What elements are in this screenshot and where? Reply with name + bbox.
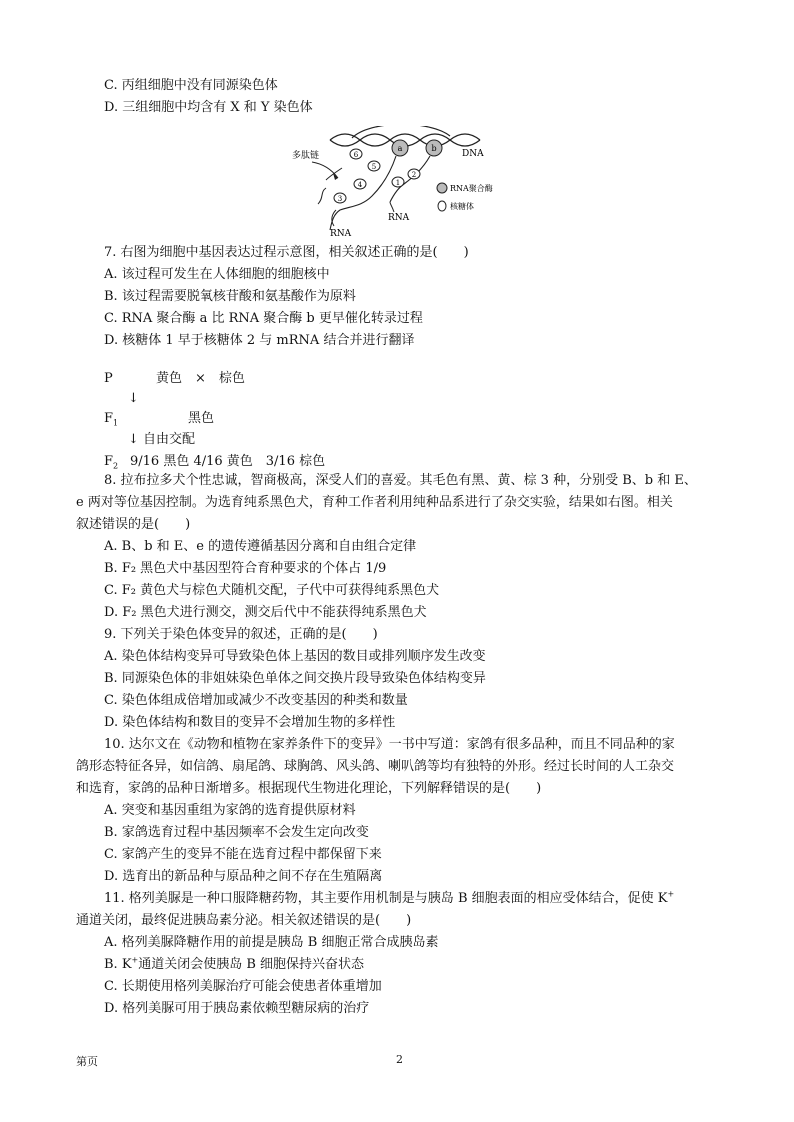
- q9-option-a: A. 染色体结构变异可导致染色体上基因的数目或排列顺序发生改变: [104, 649, 486, 664]
- ribosome-1-label: 1: [395, 179, 401, 187]
- q8-option-d: D. F₂ 黑色犬进行测交，测交后代中不能获得纯系黑色犬: [104, 605, 427, 620]
- q8-line-1: 8. 拉布拉多犬个性忠诚，智商极高，深受人们的喜爱。其毛色有黑、黄、棕 3 种，分别受 B、b 和 E、: [104, 473, 697, 488]
- q8-line-3: 叙述错误的是( ): [76, 517, 191, 532]
- ribosome-5: [368, 161, 380, 171]
- ribosome-2: [408, 169, 420, 179]
- q10-option-c: C. 家鸽产生的变异不能在选育过程中都保留下来: [104, 847, 382, 862]
- q9-option-c: C. 染色体组成倍增加或减少不改变基因的种类和数量: [104, 693, 408, 708]
- q11-line-1: [104, 890, 674, 908]
- q11-line-1-text: 11. 格列美脲是一种口服降糖药物，其主要作用机制是与胰岛 B 细胞表面的相应受体结合，促使 K: [104, 891, 668, 906]
- page-number: 2: [396, 1053, 403, 1066]
- rna-label-bottom: RNA: [388, 213, 410, 223]
- cross-f1-label: [104, 410, 118, 428]
- polymerase-a-label: a: [397, 144, 403, 153]
- q6-option-c: C. 丙组细胞中没有同源染色体: [104, 78, 278, 93]
- q10-option-a: A. 突变和基因重组为家鸽的选育提供原材料: [104, 803, 356, 818]
- q10-line-3: 和选育，家鸽的品种日渐增多。根据现代生物进化理论，下列解释错误的是( ): [76, 781, 542, 796]
- q11-line-1-sup: +: [667, 889, 675, 899]
- q8-option-a: A. B、b 和 E、e 的遗传遵循基因分离和自由组合定律: [104, 539, 417, 554]
- q8-option-c: C. F₂ 黄色犬与棕色犬随机交配，子代中可获得纯系黑色犬: [104, 583, 440, 598]
- legend-polymerase-label: RNA聚合酶: [450, 184, 493, 193]
- q9-stem: 9. 下列关于染色体变异的叙述，正确的是( ): [104, 627, 378, 642]
- rna-arrow-bottom: [390, 202, 394, 212]
- q8-option-b: B. F₂ 黑色犬中基因型符合育种要求的个体占 1/9: [104, 561, 387, 576]
- cross-f1-value: 黑色: [188, 411, 215, 426]
- ribosome-1: [392, 177, 404, 187]
- footer-left: 第页: [76, 1055, 98, 1068]
- q10-option-b: B. 家鸽选育过程中基因频率不会发生定向改变: [104, 825, 369, 840]
- ribosome-6-label: 6: [353, 151, 359, 159]
- q11-option-b-text: 通道关闭会使胰岛 B 细胞保持兴奋状态: [138, 957, 365, 972]
- cross-f1-sub: 1: [113, 418, 119, 428]
- q7-option-c: C. RNA 聚合酶 a 比 RNA 聚合酶 b 更早催化转录过程: [104, 311, 423, 326]
- polypeptide-label: 多肽链: [292, 151, 320, 161]
- q11-line-2: 通道关闭，最终促进胰岛素分泌。相关叙述错误的是( ): [76, 913, 412, 928]
- rna-polymerase-b: [426, 140, 442, 156]
- legend-ribosome-label: 核糖体: [450, 202, 474, 211]
- legend-ribosome-icon: [438, 201, 446, 211]
- ribosome-4-label: 4: [357, 181, 363, 189]
- q10-line-2: 鸽形态特征各异，如信鸽、扇尾鸽、球胸鸽、风头鸽、喇叭鸽等均有独特的外形。经过长时间的人工杂交: [76, 759, 675, 774]
- q11-option-d: D. 格列美脲可用于胰岛素依赖型糖尿病的治疗: [104, 1001, 370, 1016]
- dna-label: DNA: [462, 149, 484, 159]
- q7-option-d: D. 核糖体 1 早于核糖体 2 与 mRNA 结合并进行翻译: [104, 333, 415, 348]
- q11-option-c: C. 长期使用格列美脲治疗可能会使患者体重增加: [104, 979, 382, 994]
- cross-arrow-1: ↓: [128, 391, 139, 406]
- cross-f2-value: 9/16 黑色 4/16 黄色 3/16 棕色: [130, 454, 326, 469]
- q9-option-d: D. 染色体结构和数目的变异不会增加生物的多样性: [104, 715, 396, 730]
- ribosome-6: [350, 149, 362, 159]
- cross-f2-sub: 2: [113, 461, 119, 471]
- q7-option-b: B. 该过程需要脱氧核苷酸和氨基酸作为原料: [104, 289, 356, 304]
- q7-stem: 7. 右图为细胞中基因表达过程示意图，相关叙述正确的是( ): [104, 245, 469, 260]
- q10-line-1: 10. 达尔文在《动物和植物在家养条件下的变异》一书中写道：家鸽有很多品种，而且不同品种的家: [104, 737, 675, 752]
- cross-f1-letter: F: [104, 411, 114, 426]
- ribosome-5-label: 5: [371, 163, 377, 171]
- cross-f2-letter: F: [104, 454, 114, 469]
- q7-option-a: A. 该过程可发生在人体细胞的细胞核中: [104, 267, 330, 282]
- cross-p-parents: 黄色 × 棕色: [156, 371, 245, 386]
- q11-option-a: A. 格列美脲降糖作用的前提是胰岛 B 细胞正常合成胰岛素: [104, 935, 439, 950]
- cross-arrow-2: ↓ 自由交配: [128, 432, 196, 447]
- q8-line-2: e 两对等位基因控制。为选育纯系黑色犬，育种工作者利用纯种品系进行了杂交实验，结果如右图。相关: [76, 495, 673, 510]
- q11-option-b: [104, 956, 364, 974]
- legend-polymerase-icon: [437, 183, 447, 193]
- gene-expression-diagram: [290, 126, 570, 238]
- q9-option-b: B. 同源染色体的非姐妹染色单体之间交换片段导致染色体结构变异: [104, 671, 486, 686]
- q11-option-b-sup: +: [131, 955, 139, 965]
- ribosome-2-label: 2: [411, 171, 417, 179]
- ribosome-3-label: 3: [337, 195, 343, 203]
- polymerase-b-label: b: [431, 144, 437, 153]
- rna-label-left: RNA: [330, 229, 352, 238]
- q10-option-d: D. 选育出的新品种与原品种之间不存在生殖隔离: [104, 869, 383, 884]
- q6-option-d: D. 三组细胞中均含有 X 和 Y 染色体: [104, 100, 313, 115]
- cross-f2-label: [104, 453, 118, 471]
- ribosome-4: [354, 179, 366, 189]
- cross-p-label: P: [104, 371, 113, 386]
- q11-option-b-prefix: B. K: [104, 957, 132, 972]
- ribosome-3: [334, 193, 346, 203]
- rna-polymerase-a: [392, 140, 408, 156]
